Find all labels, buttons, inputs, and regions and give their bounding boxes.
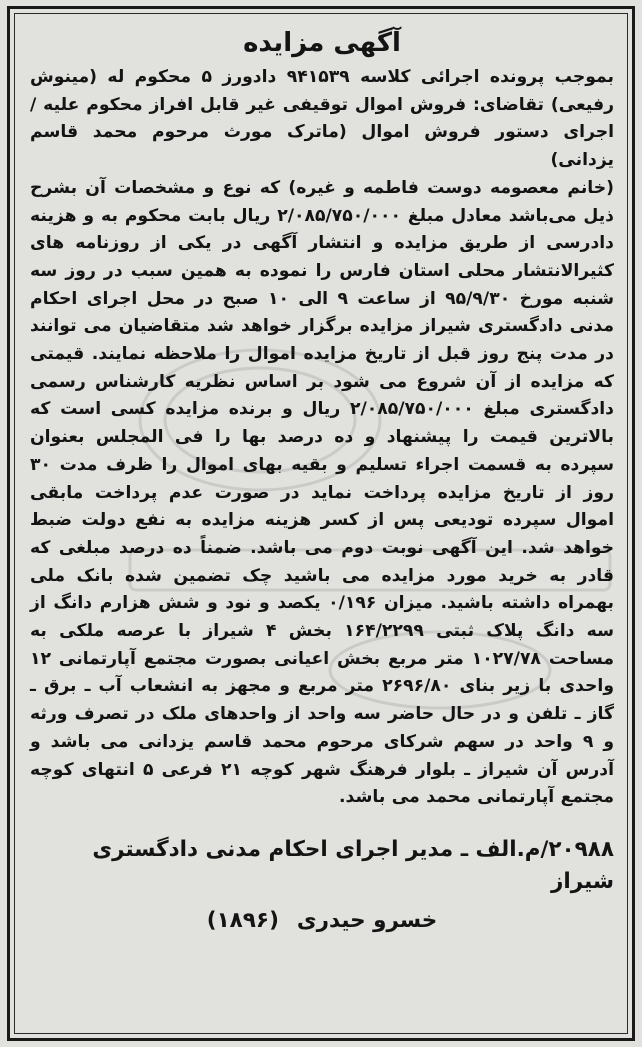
notice-title: آگهی مزایده (243, 28, 401, 58)
notice-paragraph-2: (خانم معصومه دوست فاطمه و غیره) که نوع و مشخصات آن بشرح ذیل می‌باشد معادل مبلغ ۲/۰۸۵/۷۵۰/۰۰۰ ریال بابت محکوم به و هزینه دادرسی از طریق مزایده و انتشار آگهی در یکی از روزنامه های کثیرالانتشار محلی استان فارس را نموده به همین سبب در روز سه شنبه مورخ ۹۵/۹/۳۰ از ساعت ۹ الی ۱۰ صبح در محل اجرای احکام مدنی دادگستری شیراز مزایده برگزار خواهد شد متقاضیان می توانند در مدت پنج روز قبل از تاریخ مزایده اموال را ملاحظه نمایند. قیمتی که مزایده از آن شروع می شود بر اساس نظریه کارشناس رسمی دادگستری مبلغ ۲/۰۸۵/۷۵۰/۰۰۰ ریال و برنده مزایده کسی است که بالاترین قیمت را پیشنهاد و ده درصد بها را فی المجلس بعنوان سپرده به قسمت اجراء تسلیم و بقیه بهای اموال را ظرف مدت ۳۰ روز از تاریخ مزایده پرداخت نماید در صورت عدم پرداخت مابقی اموال سپرده تودیعی پس از کسر هزینه مزایده به نفع دولت ضبط خواهد شد. این آگهی نوبت دوم می باشد. ضمناً ده درصد مبلغی که قادر به خرید مورد مزایده می باشید چک تضمین شده بانک ملی بهمراه داشته باشید. میزان ۰/۱۹۶ یکصد و نود و شش هزارم دانگ از سه دانگ پلاک ثبتی ۱۶۴/۲۲۹۹ بخش ۴ شیراز با عرصه ملکی به مساحت ۱۰۲۷/۷۸ متر مربع بخش اعیانی بصورت مجتمع آپارتمانی ۱۲ واحدی با زیر بنای ۲۶۹۶/۸۰ متر مربع و مجهز به انشعاب آب ـ برق ـ گاز ـ تلفن و در حال حاضر سه واحد از واحدهای ملک در تصرف ورثه و ۹ واحد در سهم شرکای مرحوم محمد قاسم یزدانی می باشد و آدرس آن شیراز ـ بلوار فرهنگ شهر کوچه ۲۱ فرعی ۵ انتهای کوچه مجتمع آپارتمانی محمد می باشد. (30, 177, 615, 808)
footer-name: خسرو حیدری (296, 907, 438, 933)
footer-reference: ۲۰۹۸۸/م.الف ـ مدیر اجرای احکام مدنی دادگستری شیراز (92, 836, 614, 894)
footer-signature (30, 904, 614, 938)
notice-content (30, 26, 614, 1027)
notice-footer (30, 834, 614, 938)
notice-body (30, 64, 614, 812)
notice-paragraph-1: بموجب پرونده اجرائی کلاسه ۹۴۱۵۳۹ دادورز ۵ محکوم له (مینوش رفیعی) تقاضای: فروش اموال توقیفی غیر قابل افراز محکوم علیه / اجرای دستور فروش اموال (ماترک مورث مرحوم محمد قاسم یزدانی) (30, 67, 614, 171)
footer-code: (۱۸۹۶) (206, 907, 279, 933)
